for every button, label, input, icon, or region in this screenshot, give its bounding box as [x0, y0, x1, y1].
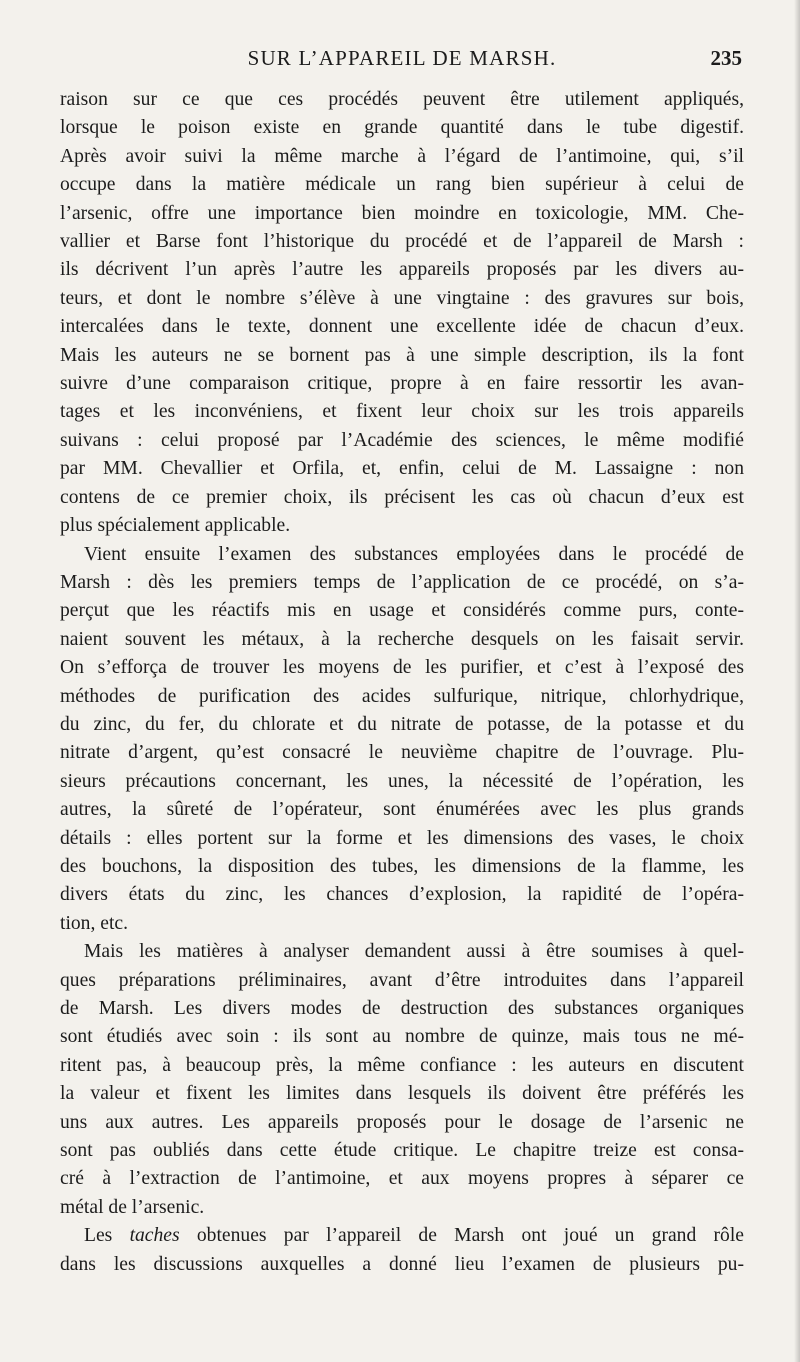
- text-line: la valeur et fixent les limites dans lesquels ils doivent être préférés les: [60, 1083, 744, 1105]
- text-line: tages et les inconvéniens, et fixent leur choix sur les trois appareils: [60, 401, 744, 423]
- text-line: par MM. Chevallier et Orfila, et, enfin, celui de M. Lassaigne : non: [60, 458, 744, 480]
- text-line: de Marsh. Les divers modes de destruction des substances organiques: [60, 998, 744, 1019]
- text-line: ils décrivent l’un après l’autre les appareils proposés par les divers au-: [60, 259, 744, 281]
- text-line: du zinc, du fer, du chlorate et du nitrate de potasse, de la potasse et du: [60, 713, 744, 735]
- page-header: [60, 40, 744, 74]
- paragraph: [60, 86, 744, 541]
- text-line: divers états du zinc, les chances d’explosion, la rapidité de l’opéra-: [60, 884, 744, 906]
- text-line: intercalées dans le texte, donnent une excellente idée de chacun d’eux.: [60, 316, 744, 338]
- text-line: l’arsenic, offre une importance bien moindre en toxicologie, MM. Che-: [60, 202, 744, 224]
- text-line: vallier et Barse font l’historique du procédé et de l’appareil de Marsh :: [60, 231, 744, 253]
- text-line: Marsh : dès les premiers temps de l’application de ce procédé, on s’a-: [60, 571, 744, 593]
- text-line: des bouchons, la disposition des tubes, les dimensions de la flamme, les: [60, 855, 744, 877]
- text-line: Les taches obtenues par l’appareil de Marsh ont joué un grand rôle: [84, 1225, 744, 1247]
- text-line: sieurs précautions concernant, les unes, la nécessité de l’opération, les: [60, 770, 744, 792]
- text-line: ques préparations préliminaires, avant d’être introduites dans l’appareil: [60, 969, 744, 991]
- text-line: raison sur ce que ces procédés peuvent être utilement appliqués,: [60, 89, 744, 110]
- text-line: On s’efforça de trouver les moyens de les purifier, et c’est à l’exposé des: [60, 657, 744, 679]
- text-line: nitrate d’argent, qu’est consacré le neuvième chapitre de l’ouvrage. Plu-: [60, 742, 744, 764]
- text-line: naient souvent les métaux, à la recherche desquels on les faisait servir.: [60, 628, 744, 650]
- paragraph: [60, 938, 744, 1222]
- text-line: teurs, et dont le nombre s’élève à une vingtaine : des gravures sur bois,: [60, 287, 744, 309]
- text-line: Mais les auteurs ne se bornent pas à une simple description, ils la font: [60, 344, 744, 366]
- text-line: suivre d’une comparaison critique, propre à en faire ressortir les avan-: [60, 373, 744, 395]
- paragraph: [60, 1222, 744, 1279]
- text-line: tion, etc.: [60, 912, 129, 934]
- text-line: suivans : celui proposé par l’Académie des sciences, le même modifié: [60, 429, 744, 451]
- text-line: occupe dans la matière médicale un rang bien supérieur à celui de: [60, 174, 744, 196]
- running-title: SUR L’APPAREIL DE MARSH.: [247, 46, 557, 70]
- paragraph: [60, 541, 744, 939]
- text-line: lorsque le poison existe en grande quantité dans le tube digestif.: [60, 117, 744, 139]
- text-line: uns aux autres. Les appareils proposés pour le dosage de l’arsenic ne: [60, 1111, 744, 1133]
- text-line: ritent pas, à beaucoup près, la même confiance : les auteurs en discutent: [60, 1054, 744, 1076]
- text-line: Vient ensuite l’examen des substances employées dans le procédé de: [84, 543, 744, 565]
- text-line: méthodes de purification des acides sulfurique, nitrique, chlorhydrique,: [60, 685, 744, 707]
- text-line: perçut que les réactifs mis en usage et considérés comme purs, conte-: [60, 600, 744, 622]
- text-line: autres, la sûreté de l’opérateur, sont énumérées avec les plus grands: [60, 799, 744, 821]
- body-text: [60, 86, 744, 1279]
- text-line: métal de l’arsenic.: [60, 1196, 205, 1218]
- text-line: Mais les matières à analyser demandent aussi à être soumises à quel-: [84, 941, 744, 963]
- text-line: détails : elles portent sur la forme et les dimensions des vases, le choix: [60, 827, 744, 849]
- text-line: dans les discussions auxquelles a donné lieu l’examen de plusieurs pu-: [60, 1253, 744, 1275]
- text-line: cré à l’extraction de l’antimoine, et aux moyens propres à séparer ce: [60, 1168, 744, 1190]
- text-line: plus spécialement applicable.: [60, 515, 291, 537]
- text-line: sont étudiés avec soin : ils sont au nombre de quinze, mais tous ne mé-: [60, 1026, 744, 1048]
- text-line: Après avoir suivi la même marche à l’égard de l’antimoine, qui, s’il: [60, 145, 744, 167]
- text-line: sont pas oubliés dans cette étude critique. Le chapitre treize est consa-: [60, 1140, 744, 1162]
- page-number: 235: [710, 46, 742, 70]
- text-line: contens de ce premier choix, ils précisent les cas où chacun d’eux est: [60, 486, 744, 508]
